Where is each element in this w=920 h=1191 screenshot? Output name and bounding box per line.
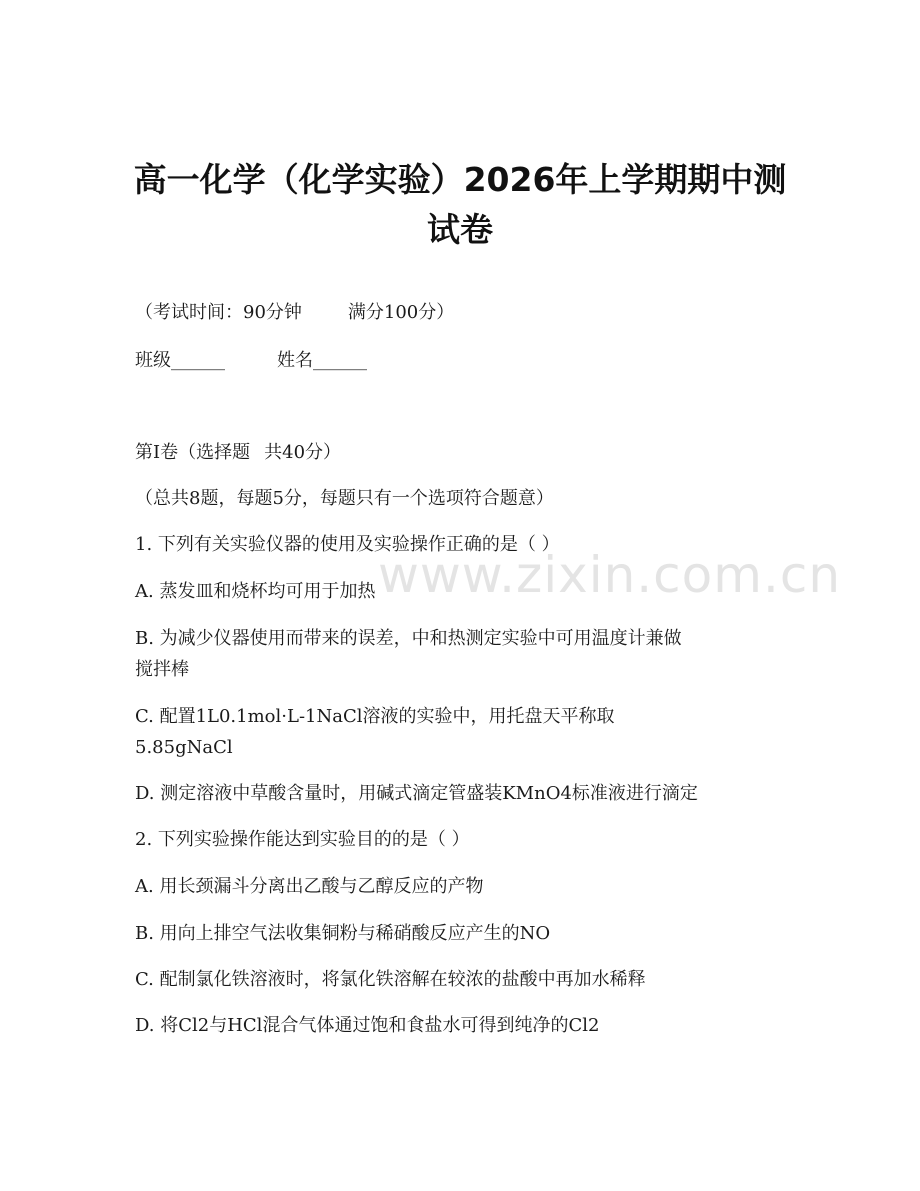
question-2-option-c: C. 配制氯化铁溶液时，将氯化铁溶解在较浓的盐酸中再加水稀释 (135, 969, 646, 990)
question-1-option-a: A. 蒸发皿和烧杯均可用于加热 (135, 581, 376, 602)
student-info (135, 346, 367, 376)
question-1-option-c-cont: 5.85gNaCl (135, 737, 233, 758)
question-2-option-b: B. 用向上排空气法收集铜粉与稀硝酸反应产生的NO (135, 923, 551, 944)
name-field: 姓名______ (277, 350, 367, 371)
question-1-stem: 1. 下列有关实验仪器的使用及实验操作正确的是（ ） (135, 534, 560, 555)
question-1-option-b: B. 为减少仪器使用而带来的误差，中和热测定实验中可用温度计兼做 (135, 628, 682, 649)
question-2-stem: 2. 下列实验操作能达到实验目的的是（ ） (135, 829, 470, 850)
watermark: www.zixin.com.cn (378, 546, 842, 604)
section-title (135, 438, 341, 468)
section-title-part2: 共40分） (264, 442, 342, 463)
page-title-line1: 高一化学（化学实验）2026年上学期期中测 (133, 160, 787, 199)
question-1-option-b-cont: 搅拌棒 (135, 659, 189, 680)
question-2-option-d: D. 将Cl2与HCl混合气体通过饱和食盐水可得到纯净的Cl2 (135, 1015, 600, 1036)
exam-time: （考试时间：90分钟 (135, 302, 302, 323)
page-title-line2: 试卷 (427, 210, 493, 249)
class-field: 班级______ (135, 350, 225, 371)
section-title-part1: 第Ⅰ卷（选择题 (135, 442, 251, 463)
exam-full-score: 满分100分） (347, 302, 455, 323)
question-1-option-c: C. 配置1L0.1mol·L-1NaCl溶液的实验中，用托盘天平称取 (135, 706, 615, 727)
question-2-option-a: A. 用长颈漏斗分离出乙酸与乙醇反应的产物 (135, 876, 484, 897)
exam-info (135, 298, 454, 328)
section-instruction: （总共8题，每题5分，每题只有一个选项符合题意） (135, 488, 554, 509)
question-1-option-d: D. 测定溶液中草酸含量时，用碱式滴定管盛装KMnO4标准液进行滴定 (135, 783, 698, 804)
